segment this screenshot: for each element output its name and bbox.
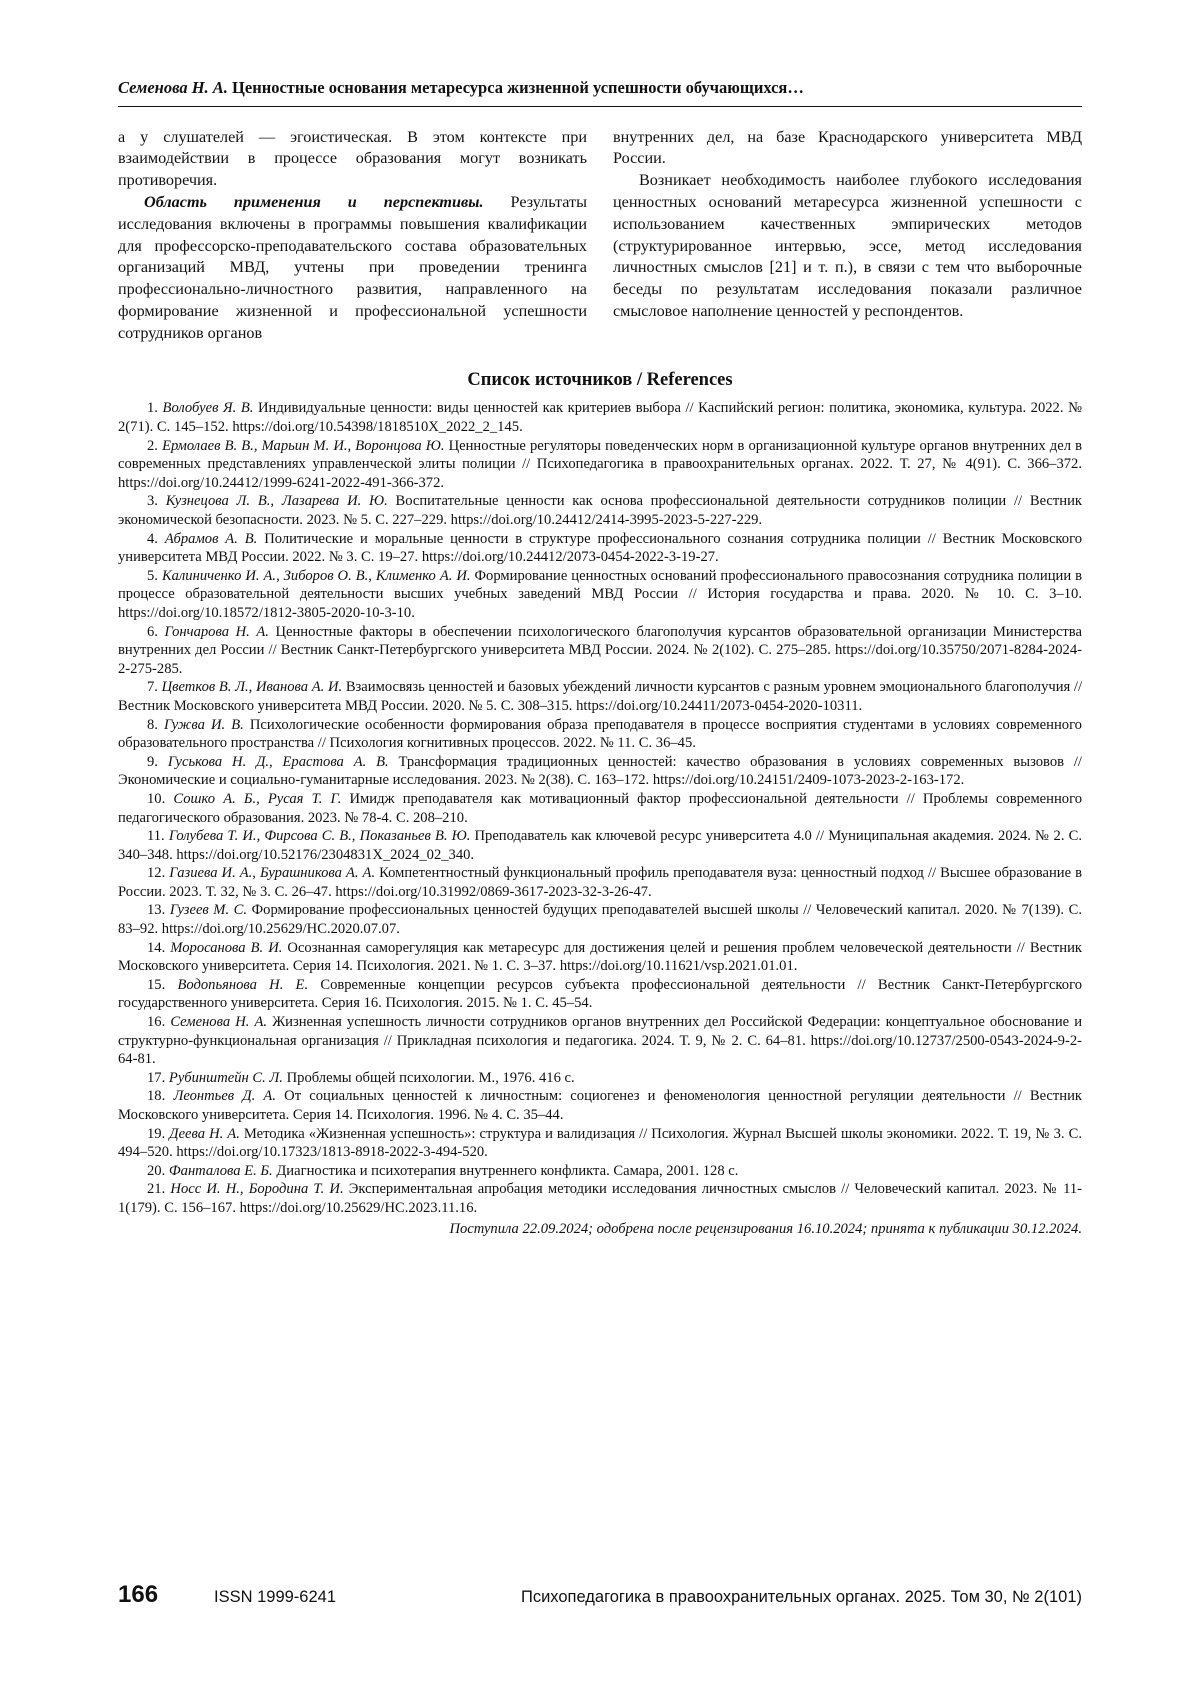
reference-text: Взаимосвязь ценностей и базовых убеждений личности курсантов с разным уровнем эмоционального благополучия // Вестник Московского университета МВД России. 2020. № 5. С. 308–315. https://doi.org/10.24411/2073-0454-2020-10311. (118, 679, 1083, 714)
reference-item (118, 716, 1082, 753)
reference-authors: Голубева Т. И., Фирсова С. В., Показаньев В. Ю. (168, 828, 471, 845)
reference-authors: Рубинштейн С. Л. (168, 1069, 283, 1086)
reference-text: Современные концепции ресурсов субъекта профессиональной деятельности // Вестник Санкт-Петербургского государственного университета. Серия 16. Психология. 2015. № 1. С. 45–54. (118, 976, 1082, 1012)
reference-item (118, 1013, 1082, 1069)
reference-item (118, 623, 1082, 679)
reference-item (118, 976, 1082, 1013)
reference-authors: Моросанова В. И. (170, 939, 283, 956)
reference-authors: Леонтьев Д. А. (173, 1088, 276, 1105)
reference-text: Осознанная саморегуляция как метаресурс для достижения целей и решения проблем человеческой деятельности // Вестник Московского университета. Серия 14. Психология. 2021. № 1. С. 3–37. https://doi.org/10.11621/vsp.2021.01.01. (118, 939, 1082, 975)
reference-item (118, 1162, 1082, 1181)
reference-authors: Калиниченко И. А., Зиборов О. В., Клименко А. И. (161, 567, 471, 584)
paragraph-continuation-right: внутренних дел, на базе Краснодарского университета МВД России. (613, 127, 1082, 168)
reference-authors: Фанталова Е. Б. (168, 1162, 273, 1179)
runin-heading: Область применения и перспективы. (144, 192, 484, 211)
running-head-divider (118, 106, 1082, 107)
reference-number: 4. (147, 530, 158, 547)
reference-number: 8. (147, 716, 158, 733)
reference-item (118, 939, 1082, 976)
reference-text: Методика «Жизненная успешность»: структура и валидизация // Психология. Журнал Высшей школы экономики. 2022. Т. 19, № 3. С. 494–520. https://doi.org/10.17323/1813-8918-2022-3-494-520. (118, 1125, 1082, 1161)
reference-item (118, 864, 1082, 901)
reference-authors: Абрамов А. В. (164, 530, 258, 547)
reference-authors: Сошко А. Б., Русая Т. Г. (173, 790, 342, 807)
reference-authors: Водопьянова Н. Е. (177, 976, 309, 993)
right-column (613, 127, 1082, 345)
reference-number: 16. (147, 1014, 166, 1031)
references-list (118, 399, 1082, 1217)
reference-text: От социальных ценностей к личностным: социогенез и феноменология ценностной регуляции деятельности // Вестник Московского университета. Серия 14. Психология. 1996. № 4. С. 35–44. (118, 1088, 1082, 1123)
running-head (118, 78, 1082, 106)
reference-text: Политические и моральные ценности в структуре профессионального сознания сотрудника полиции // Вестник Московского университета МВД России. 2022. № 3. С. 19–27. https://doi.org/10.24412/2073-0454-2022-3-19-27. (118, 530, 1082, 566)
reference-text: Воспитательные ценности как основа профессиональной деятельности сотрудников полиции // Вестник экономической безопасности. 2023. № 5. С. 227–229. https://doi.org/10.24412/2414-3995-2023-5-227-229. (118, 493, 1082, 528)
paragraph-scope-and-prospects (118, 192, 587, 344)
reference-item (118, 678, 1082, 715)
reference-number: 2. (147, 437, 158, 454)
reference-item (118, 399, 1082, 436)
reference-authors: Гужва И. В. (164, 716, 244, 733)
reference-text: Диагностика и психотерапия внутреннего конфликта. Самара, 2001. 128 с. (272, 1162, 739, 1179)
reference-authors: Газиева И. А., Бурашникова А. А. (169, 865, 376, 882)
reference-number: 18. (147, 1088, 166, 1105)
paragraph-scope-text: Результаты исследования включены в программы повышения квалификации для профессорско-преподавательского состава образовательных организаций МВД, учтены при проведении тренинга профессионально-личностного развития, направленного на формирование жизненной и профессиональной успешности сотрудников органов (118, 192, 587, 342)
reference-number: 10. (147, 790, 166, 807)
reference-text: Психологические особенности формирования образа преподавателя в процессе восприятия студентами в условиях современного образовательного пространства // Психология когнитивных процессов. 2022. № 11. С. 36–45. (118, 716, 1082, 752)
reference-number: 20. (147, 1162, 166, 1179)
reference-text: Индивидуальные ценности: виды ценностей как критериев выбора // Каспийский регион: политика, экономика, культура. 2022. № 2(71). С. 145–152. https://doi.org/10.54398/1818510Х_2022_2_145. (118, 400, 1082, 436)
reference-number: 5. (147, 567, 158, 584)
reference-item (118, 1087, 1082, 1124)
reference-number: 11. (147, 828, 165, 845)
references-heading: Список источников / References (467, 370, 733, 391)
reference-authors: Кузнецова Л. В., Лазарева И. Ю. (165, 493, 388, 510)
reference-authors: Волобуев Я. В. (162, 400, 254, 417)
reference-authors: Гуськова Н. Д., Ерастова А. В. (167, 753, 389, 770)
reference-authors: Цветков В. Л., Иванова А. И. (161, 679, 343, 696)
reference-text: Трансформация традиционных ценностей: качество образования в условиях современных вызовов // Экономические и социально-гуманитарные исследования. 2023. № 2(38). С. 163–172. https://doi.org/10.24151/2409-1073-2023-2-163-172. (118, 753, 1082, 789)
reference-authors: Гончарова Н. А. (164, 623, 269, 640)
reference-item (118, 567, 1082, 623)
reference-text: Экспериментальная апробация методики исследования личностных смыслов // Человеческий капитал. 2023. № 11-1(179). С. 156–167. https://doi.org/10.25629/HC.2023.11.16. (118, 1181, 1082, 1216)
reference-text: Преподаватель как ключевой ресурс университета 4.0 // Муниципальная академия. 2024. № 2. С. 340–348. https://doi.org/10.52176/2304831Х_2024_02_340. (118, 828, 1082, 863)
reference-text: Ценностные факторы в обеспечении психологического благополучия курсантов образовательной организации Министерства внутренних дел России // Вестник Санкт-Петербургского университета МВД России. 2024. № 2(102). С. 275–285. https://doi.org/10.35750/2071-8284-2024-2-275-285. (118, 623, 1082, 677)
reference-item (118, 492, 1082, 529)
reference-number: 14. (147, 939, 166, 956)
issn: ISSN 1999-6241 (214, 1588, 337, 1606)
reference-number: 15. (147, 976, 166, 993)
reference-number: 12. (147, 865, 166, 882)
reference-number: 1. (147, 400, 158, 417)
running-head-author: Семенова Н. А. (118, 78, 228, 97)
reference-item (118, 530, 1082, 567)
reference-text: Формирование профессиональных ценностей будущих преподавателей высшей школы // Человеческий капитал. 2020. № 7(139). С. 83–92. https://doi.org/10.25629/HC.2020.07.07. (118, 902, 1082, 938)
reference-item (118, 1069, 1082, 1088)
reference-item (118, 753, 1082, 790)
reference-authors: Носс И. Н., Бородина Т. И. (170, 1181, 344, 1198)
reference-authors: Ермолаев В. В., Марьин М. И., Воронцова Ю. (162, 437, 445, 454)
paragraph-continuation: а у слушателей — эгоистическая. В этом контексте при взаимодействии в процессе образования могут возникать противоречия. (118, 127, 587, 190)
reference-number: 17. (147, 1069, 166, 1086)
reference-authors: Гузеев М. С. (169, 902, 248, 919)
reference-item (118, 437, 1082, 493)
reference-number: 19. (147, 1125, 166, 1142)
received-note: Поступила 22.09.2024; одобрена после рецензирования 16.10.2024; принята к публикации 30.12.2024. (449, 1220, 1082, 1237)
body-columns (118, 127, 1082, 345)
reference-text: Формирование ценностных оснований профессионального правосознания сотрудника полиции в процессе образовательной деятельности высших учебных заведений МВД России // История государства и права. 2020. № 10. С. 3–10. https://doi.org/10.18572/1812-3805-2020-10-3-10. (118, 567, 1082, 621)
reference-number: 6. (147, 623, 158, 640)
reference-item (118, 1180, 1082, 1217)
reference-number: 21. (147, 1181, 166, 1198)
journal-reference: Психопедагогика в правоохранительных органах. 2025. Том 30, № 2(101) (520, 1588, 1082, 1606)
reference-number: 3. (147, 493, 158, 510)
running-head-title: Ценностные основания метаресурса жизненной успешности обучающихся… (232, 78, 804, 97)
reference-item (118, 901, 1082, 938)
left-column (118, 127, 587, 345)
reference-number: 7. (147, 679, 158, 696)
reference-number: 9. (147, 753, 158, 770)
reference-text: Компетентностный функциональный профиль преподавателя вуза: ценностный подход // Высшее образование в России. 2023. Т. 32, № 3. С. 26–47. https://doi.org/10.31992/0869-3617-2023-32-3-26-47. (118, 865, 1082, 900)
reference-item (118, 827, 1082, 864)
reference-text: Имидж преподавателя как мотивационный фактор профессиональной деятельности // Проблемы современного педагогического образования. 2023. № 78-4. С. 208–210. (118, 790, 1082, 826)
paragraph-conclusion: Возникает необходимость наиболее глубокого исследования ценностных оснований метаресурса жизненной успешности с использованием качественных эмпирических методов (структурированное интервью, эссе, метод исследования личностных смыслов [21] и т. п.), в связи с тем что выборочные беседы по результатам исследования показали различное смысловое наполнение ценностей у респондентов. (613, 171, 1082, 320)
reference-text: Жизненная успешность личности сотрудников органов внутренних дел Российской Федерации: концептуальное обоснование и структурно-функциональная организация // Прикладная психология и педагогика. 2024. Т. 9, № 2. С. 64–81. https://doi.org/10.12737/2500-0543-2024-9-2-64-81. (118, 1014, 1083, 1068)
page-number: 166 (118, 1581, 159, 1608)
reference-authors: Семенова Н. А. (170, 1014, 268, 1031)
reference-item (118, 790, 1082, 827)
reference-authors: Деева Н. А. (169, 1125, 240, 1142)
reference-text: Проблемы общей психологии. М., 1976. 416 с. (282, 1069, 575, 1086)
reference-number: 13. (147, 902, 166, 919)
reference-text: Ценностные регуляторы поведенческих норм в организационной культуре органов внутренних дел в современных представлениях управленческой элиты полиции // Психопедагогика в правоохранительных органах. 2022. Т. 27, № 4(91). С. 366–372. https://doi.org/10.24412/1999-6241-2022-491-366-372. (118, 437, 1083, 491)
reference-item (118, 1125, 1082, 1162)
page-footer (118, 1581, 1082, 1609)
